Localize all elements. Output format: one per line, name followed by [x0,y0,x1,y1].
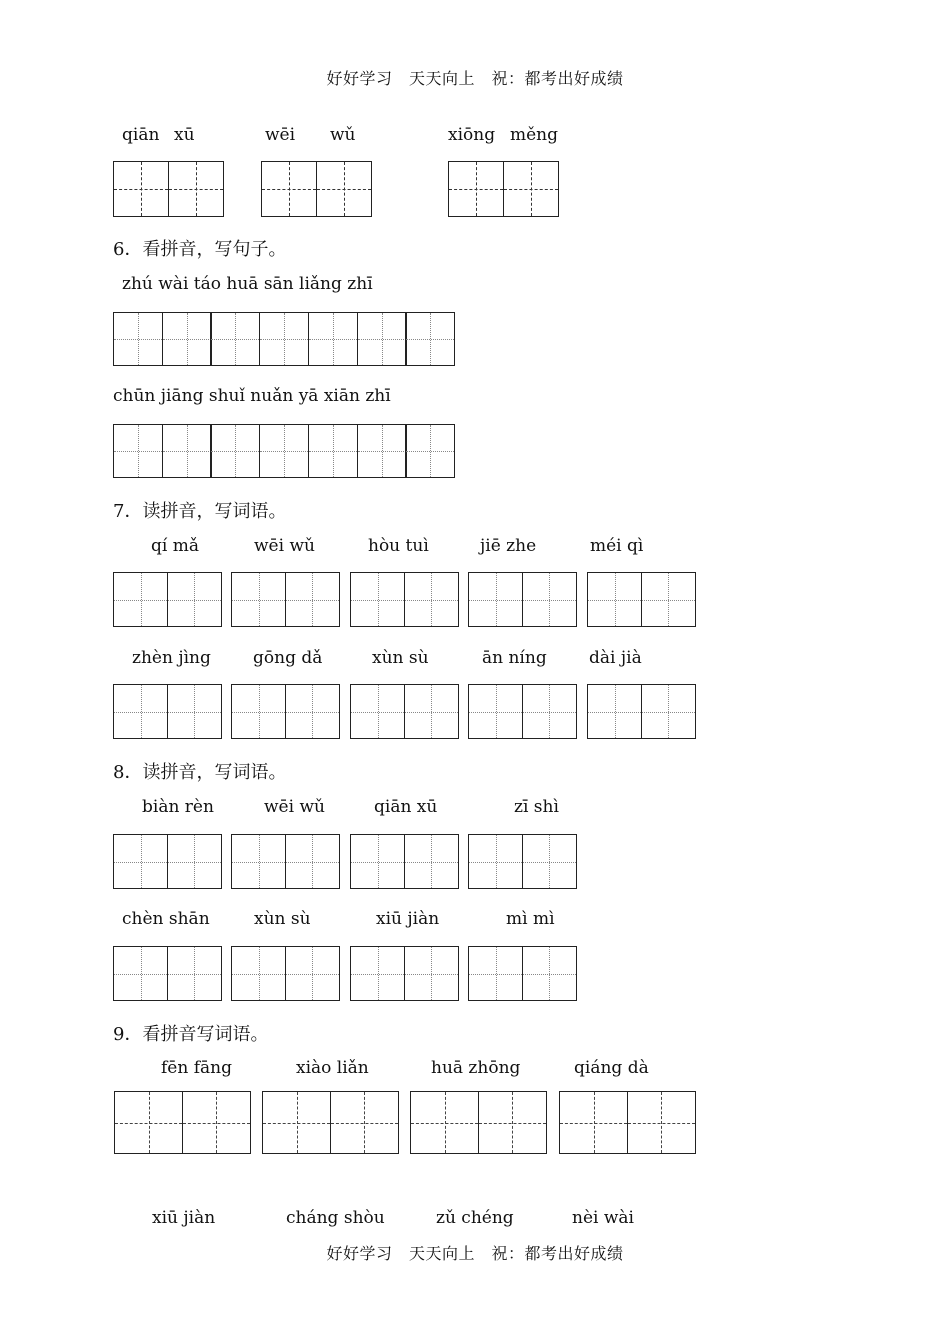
writing-grid[interactable] [113,834,222,889]
pinyin-label: wēi wǔ [264,797,325,817]
sentence-grid[interactable] [113,424,455,478]
pinyin-label: měng [510,125,559,145]
writing-grid[interactable] [587,572,696,627]
writing-grid[interactable] [468,572,577,627]
pinyin-label: xū [174,125,195,145]
writing-grid[interactable] [231,572,340,627]
pinyin-label: gōng dǎ [253,648,323,668]
writing-grid[interactable] [261,161,372,217]
pinyin-label: dài jià [589,648,642,668]
writing-grid[interactable] [231,684,340,739]
pinyin-label: xùn sù [254,909,311,929]
question-title: 9．看拼音写词语。 [113,1024,269,1045]
question-title: 7．读拼音，写词语。 [113,501,287,522]
writing-grid[interactable] [350,684,459,739]
page-footer: 好好学习 天天向上 祝：都考出好成绩 [326,1244,624,1263]
pinyin-label: wǔ [330,125,356,145]
writing-grid[interactable] [262,1091,399,1154]
pinyin-label: qiān [122,125,160,145]
pinyin-label: huā zhōng [431,1058,521,1078]
pinyin-label: biàn rèn [142,797,214,817]
pinyin-label: xiōng [448,125,496,145]
pinyin-label: jiē zhe [480,536,537,556]
pinyin-label: nèi wài [572,1208,634,1228]
writing-grid[interactable] [113,572,222,627]
writing-grid[interactable] [231,834,340,889]
pinyin-label: chūn jiāng shuǐ nuǎn yā xiān zhī [113,386,391,406]
pinyin-label: zhèn jìng [132,648,211,668]
writing-grid[interactable] [410,1091,547,1154]
question-title: 8．读拼音，写词语。 [113,762,287,783]
question-title: 6．看拼音，写句子。 [113,239,287,260]
writing-grid[interactable] [350,946,459,1001]
sentence-grid[interactable] [113,312,455,366]
writing-grid[interactable] [113,161,224,217]
pinyin-label: xiū jiàn [152,1208,216,1228]
pinyin-label: wēi [265,125,296,145]
page-header: 好好学习 天天向上 祝：都考出好成绩 [326,69,624,88]
pinyin-label: xùn sù [372,648,429,668]
pinyin-label: zǔ chéng [436,1208,514,1228]
writing-grid[interactable] [448,161,559,217]
pinyin-label: méi qì [590,536,644,556]
pinyin-label: xiū jiàn [376,909,440,929]
writing-grid[interactable] [113,684,222,739]
pinyin-label: zī shì [514,797,559,817]
writing-grid[interactable] [350,572,459,627]
pinyin-label: hòu tuì [368,536,429,556]
pinyin-label: xiào liǎn [296,1058,369,1078]
pinyin-label: qiān xū [374,797,438,817]
pinyin-label: chèn shān [122,909,210,929]
writing-grid[interactable] [559,1091,696,1154]
writing-grid[interactable] [231,946,340,1001]
writing-grid[interactable] [113,946,222,1001]
pinyin-label: mì mì [506,909,555,929]
writing-grid[interactable] [350,834,459,889]
writing-grid[interactable] [468,946,577,1001]
writing-grid[interactable] [468,834,577,889]
writing-grid[interactable] [587,684,696,739]
writing-grid[interactable] [114,1091,251,1154]
pinyin-label: qí mǎ [151,536,199,556]
pinyin-label: cháng shòu [286,1208,385,1228]
pinyin-label: zhú wài táo huā sān liǎng zhī [122,274,373,294]
pinyin-label: qiáng dà [574,1058,649,1078]
pinyin-label: ān níng [482,648,547,668]
pinyin-label: fēn fāng [161,1058,232,1078]
writing-grid[interactable] [468,684,577,739]
pinyin-label: wēi wǔ [254,536,315,556]
